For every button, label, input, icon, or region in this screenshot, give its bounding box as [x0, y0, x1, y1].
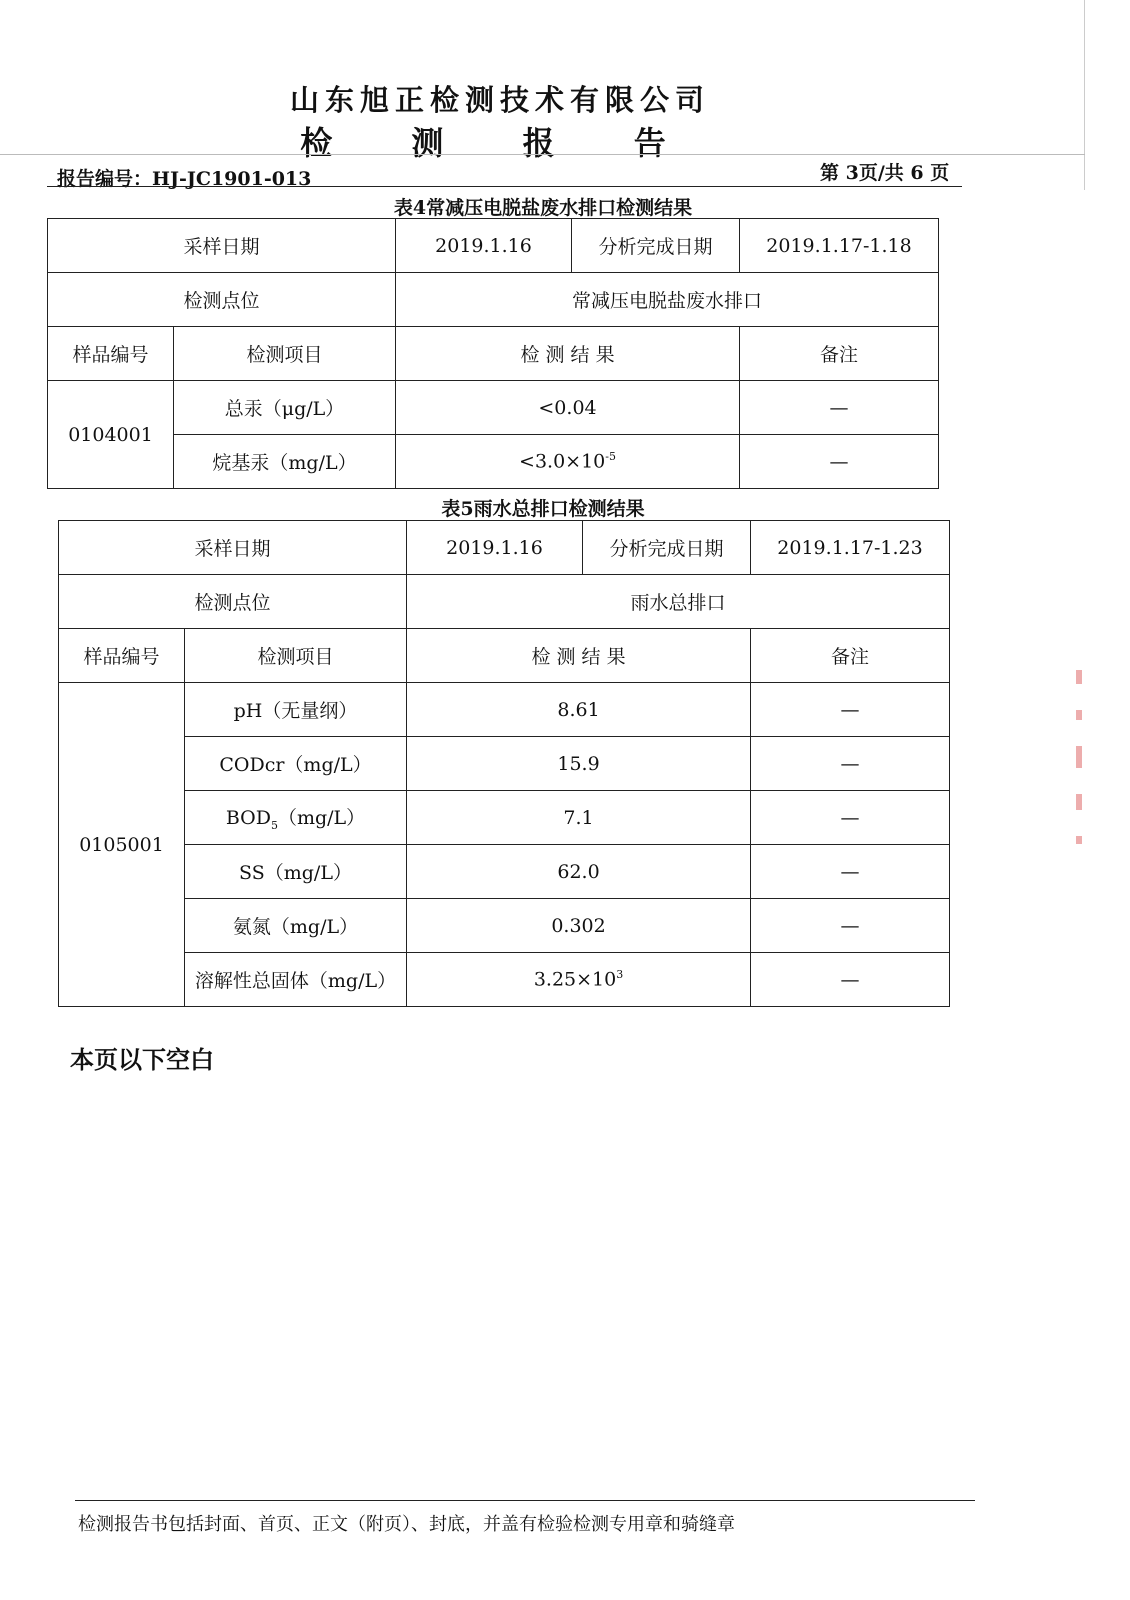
col-sample-id: 样品编号	[59, 629, 185, 683]
note-value: —	[751, 845, 950, 899]
item-name: 氨氮（mg/L）	[185, 899, 407, 953]
col-result: 检 测 结 果	[396, 327, 740, 381]
note-value: —	[740, 381, 939, 435]
seam-stamp-marks	[1076, 670, 1086, 880]
analysis-date-label: 分析完成日期	[583, 521, 751, 575]
result-value	[396, 435, 740, 489]
table-row	[59, 737, 950, 791]
location-value: 常减压电脱盐废水排口	[396, 273, 939, 327]
col-item: 检测项目	[174, 327, 396, 381]
item-name-main: BOD	[225, 807, 271, 830]
table4	[47, 218, 939, 489]
report-number: 报告编号：HJ-JC1901-013	[57, 168, 312, 190]
result-value	[407, 953, 751, 1007]
note-value: —	[751, 953, 950, 1007]
sampling-date-value: 2019.1.16	[396, 219, 572, 273]
location-label: 检测点位	[48, 273, 396, 327]
result-exponent: -5	[605, 450, 616, 464]
table5	[58, 520, 950, 1007]
col-item: 检测项目	[185, 629, 407, 683]
sample-id: 0105001	[59, 683, 185, 1007]
location-value: 雨水总排口	[407, 575, 950, 629]
page-indicator: 第 3页/共 6 页	[820, 162, 950, 184]
table-header-row	[48, 327, 939, 381]
table4-caption: 表4常减压电脱盐废水排口检测结果	[393, 197, 693, 219]
footer-note: 检测报告书包括封面、首页、正文（附页）、封底，并盖有检验检测专用章和骑缝章	[78, 1514, 735, 1535]
table-row	[48, 435, 939, 489]
table-row	[59, 953, 950, 1007]
item-name-unit: （mg/L）	[277, 807, 366, 830]
item-name: pH（无量纲）	[185, 683, 407, 737]
item-name: CODcr（mg/L）	[185, 737, 407, 791]
item-name-subscript: 5	[270, 818, 278, 832]
table-row	[59, 575, 950, 629]
blank-page-note: 本页以下空白	[70, 1045, 214, 1074]
item-name	[185, 791, 407, 845]
location-label: 检测点位	[59, 575, 407, 629]
col-note: 备注	[751, 629, 950, 683]
report-title: 检 测 报 告	[300, 124, 700, 162]
result-value: 15.9	[407, 737, 751, 791]
header-rule	[47, 186, 962, 187]
table5-caption: 表5雨水总排口检测结果	[441, 498, 645, 520]
item-name: 烷基汞（mg/L）	[174, 435, 396, 489]
note-value: —	[751, 737, 950, 791]
result-value: 7.1	[407, 791, 751, 845]
table-header-row	[59, 629, 950, 683]
note-value: —	[740, 435, 939, 489]
result-mantissa: 3.25×10	[533, 968, 617, 991]
table-row	[59, 521, 950, 575]
col-sample-id: 样品编号	[48, 327, 174, 381]
table-row	[59, 899, 950, 953]
footer-rule	[75, 1500, 975, 1501]
result-value: 62.0	[407, 845, 751, 899]
header-divider	[0, 154, 1085, 155]
note-value: —	[751, 899, 950, 953]
company-name: 山东旭正检测技术有限公司	[289, 83, 710, 117]
table-row	[59, 791, 950, 845]
table-row	[48, 219, 939, 273]
result-mantissa: <3.0×10	[519, 450, 606, 473]
sampling-date-label: 采样日期	[59, 521, 407, 575]
result-value: 8.61	[407, 683, 751, 737]
sample-id: 0104001	[48, 381, 174, 489]
item-name: 总汞（μg/L）	[174, 381, 396, 435]
table-row	[59, 845, 950, 899]
page-edge-line	[1084, 0, 1085, 190]
result-value: 0.302	[407, 899, 751, 953]
result-value: <0.04	[396, 381, 740, 435]
analysis-date-value: 2019.1.17-1.23	[751, 521, 950, 575]
note-value: —	[751, 683, 950, 737]
table-row	[48, 273, 939, 327]
table-row	[48, 381, 939, 435]
result-exponent: 3	[616, 968, 624, 982]
col-result: 检 测 结 果	[407, 629, 751, 683]
table-row	[59, 683, 950, 737]
col-note: 备注	[740, 327, 939, 381]
sampling-date-value: 2019.1.16	[407, 521, 583, 575]
item-name: SS（mg/L）	[185, 845, 407, 899]
sampling-date-label: 采样日期	[48, 219, 396, 273]
item-name: 溶解性总固体（mg/L）	[185, 953, 407, 1007]
note-value: —	[751, 791, 950, 845]
analysis-date-label: 分析完成日期	[572, 219, 740, 273]
analysis-date-value: 2019.1.17-1.18	[740, 219, 939, 273]
